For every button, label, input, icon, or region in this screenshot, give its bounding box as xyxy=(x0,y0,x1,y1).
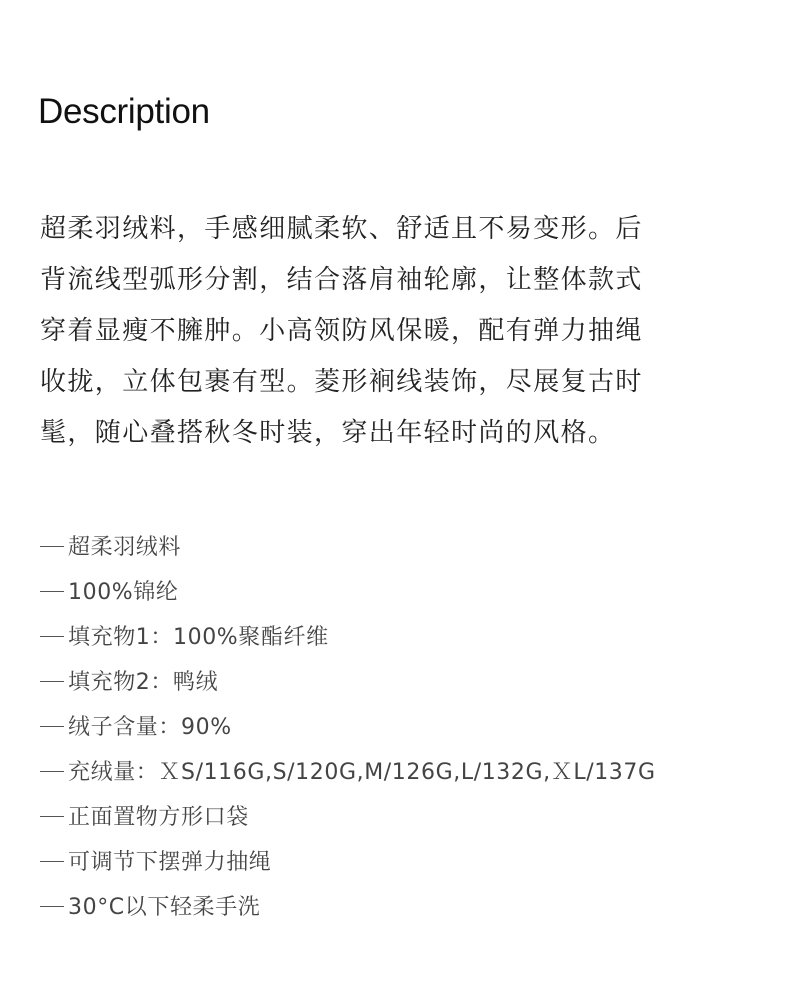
dash-bullet xyxy=(40,546,64,547)
spec-item xyxy=(40,705,656,750)
spec-text: 填充物1：100%聚酯纤维 xyxy=(68,625,329,650)
spec-item xyxy=(40,840,656,885)
spec-item xyxy=(40,750,656,795)
dash-bullet xyxy=(40,591,64,592)
spec-item xyxy=(40,525,656,570)
dash-bullet xyxy=(40,636,64,637)
spec-text: 绒子含量：90% xyxy=(68,715,232,740)
spec-text: 填充物2：鸭绒 xyxy=(68,670,219,695)
description-paragraph xyxy=(40,204,700,459)
spec-text: 30°C以下轻柔手洗 xyxy=(68,895,261,920)
spec-item xyxy=(40,570,656,615)
spec-text: 100%锦纶 xyxy=(68,580,179,605)
paragraph-line: 髦，随心叠搭秋冬时装，穿出年轻时尚的风格。 xyxy=(40,418,616,448)
spec-item xyxy=(40,660,656,705)
dash-bullet xyxy=(40,861,64,862)
spec-text: 正面置物方形口袋 xyxy=(68,805,249,830)
dash-bullet xyxy=(40,681,64,682)
dash-bullet xyxy=(40,816,64,817)
dash-bullet xyxy=(40,771,64,772)
paragraph-line: 背流线型弧形分割，结合落肩袖轮廓，让整体款式 xyxy=(40,265,643,295)
spec-item xyxy=(40,885,656,930)
dash-bullet xyxy=(40,726,64,727)
spec-item xyxy=(40,795,656,840)
dash-bullet xyxy=(40,906,64,907)
spec-item xyxy=(40,615,656,660)
spec-text: 超柔羽绒料 xyxy=(68,535,182,560)
description-title: Description xyxy=(38,92,210,131)
spec-list xyxy=(40,525,656,930)
paragraph-line: 超柔羽绒料，手感细腻柔软、舒适且不易变形。后 xyxy=(40,214,643,244)
paragraph-line: 收拢，立体包裹有型。菱形裥线装饰，尽展复古时 xyxy=(40,367,643,397)
spec-text: 可调节下摆弹力抽绳 xyxy=(68,850,272,875)
spec-text: 充绒量：ＸS/116G,S/120G,M/126G,L/132G,ＸL/137G xyxy=(68,760,656,785)
paragraph-line: 穿着显瘦不臃肿。小高领防风保暖，配有弹力抽绳 xyxy=(40,316,643,346)
